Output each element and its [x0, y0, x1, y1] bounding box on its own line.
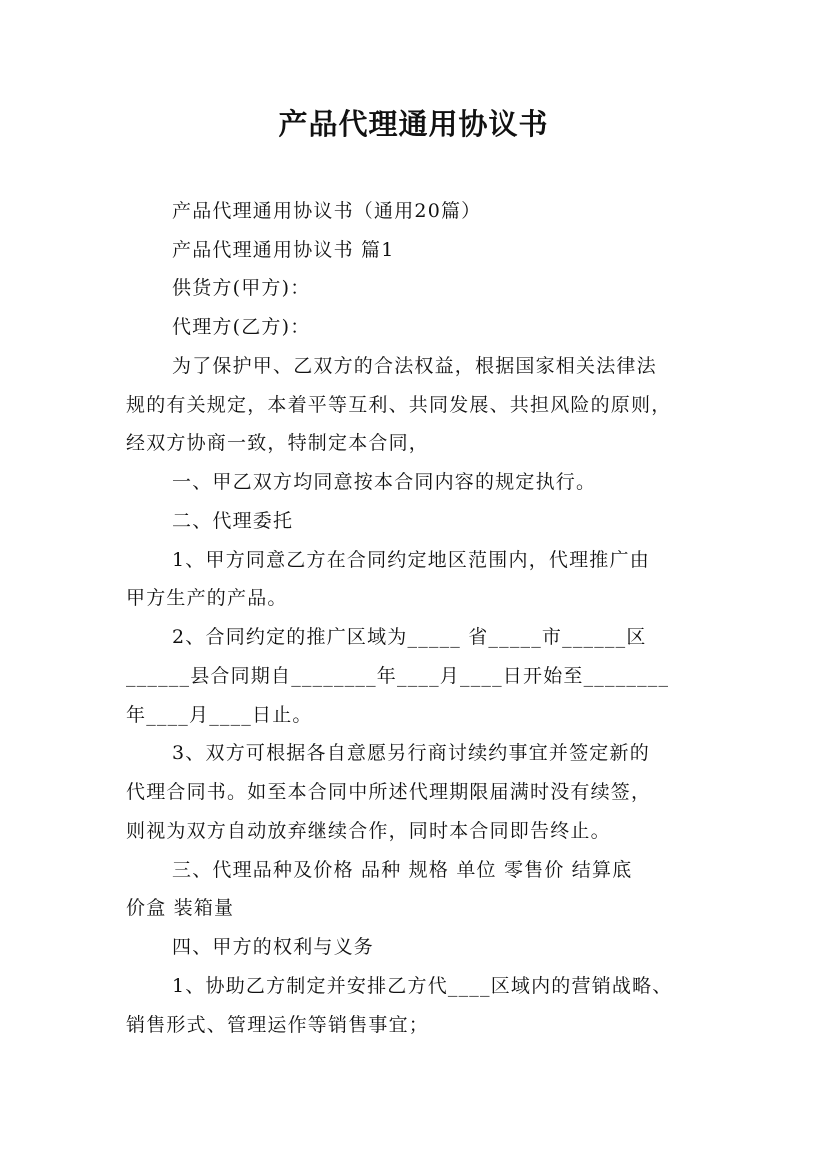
clause-line: 3、双方可根据各自意愿另行商讨续约事宜并签定新的 [172, 742, 650, 764]
clause-line: 甲方生产的产品。 [126, 587, 288, 609]
clause-line: 1、甲方同意乙方在合同约定地区范围内，代理推广由 [172, 549, 650, 571]
paragraph-line: 规的有关规定，本着平等互利、共同发展、共担风险的原则， [126, 394, 672, 416]
clause-line: ______县合同期自________年____月____日开始至________ [126, 665, 670, 687]
clause-line: 2、合同约定的推广区域为_____ 省_____市______区 [172, 626, 647, 648]
subtitle-line: 产品代理通用协议书（通用20篇） [172, 200, 482, 222]
paragraph-line: 经双方协商一致，特制定本合同， [126, 432, 430, 454]
clause-line: 1、协助乙方制定并安排乙方代____区域内的营销战略、 [172, 975, 673, 997]
clause-heading: 三、代理品种及价格 品种 规格 单位 零售价 结算底 [172, 859, 633, 881]
agent-label: 代理方(乙方)： [172, 316, 311, 338]
clause-line: 年____月____日止。 [126, 704, 313, 726]
clause-heading: 四、甲方的权利与义务 [172, 936, 375, 958]
clause-line: 代理合同书。如至本合同中所述代理期限届满时没有续签， [126, 781, 652, 803]
clause-line: 则视为双方自动放弃继续合作，同时本合同即告终止。 [126, 820, 611, 842]
clause-line: 价盒 装箱量 [126, 897, 235, 919]
clause-line: 销售形式、管理运作等销售事宜； [126, 1014, 430, 1036]
supplier-label: 供货方(甲方)： [172, 277, 311, 299]
document-title: 产品代理通用协议书 [278, 107, 549, 141]
section-heading: 产品代理通用协议书 篇1 [172, 239, 395, 261]
paragraph-line: 为了保护甲、乙双方的合法权益，根据国家相关法律法 [172, 355, 657, 377]
clause-heading: 二、代理委托 [172, 510, 294, 532]
clause-line: 一、甲乙双方均同意按本合同内容的规定执行。 [172, 471, 597, 493]
